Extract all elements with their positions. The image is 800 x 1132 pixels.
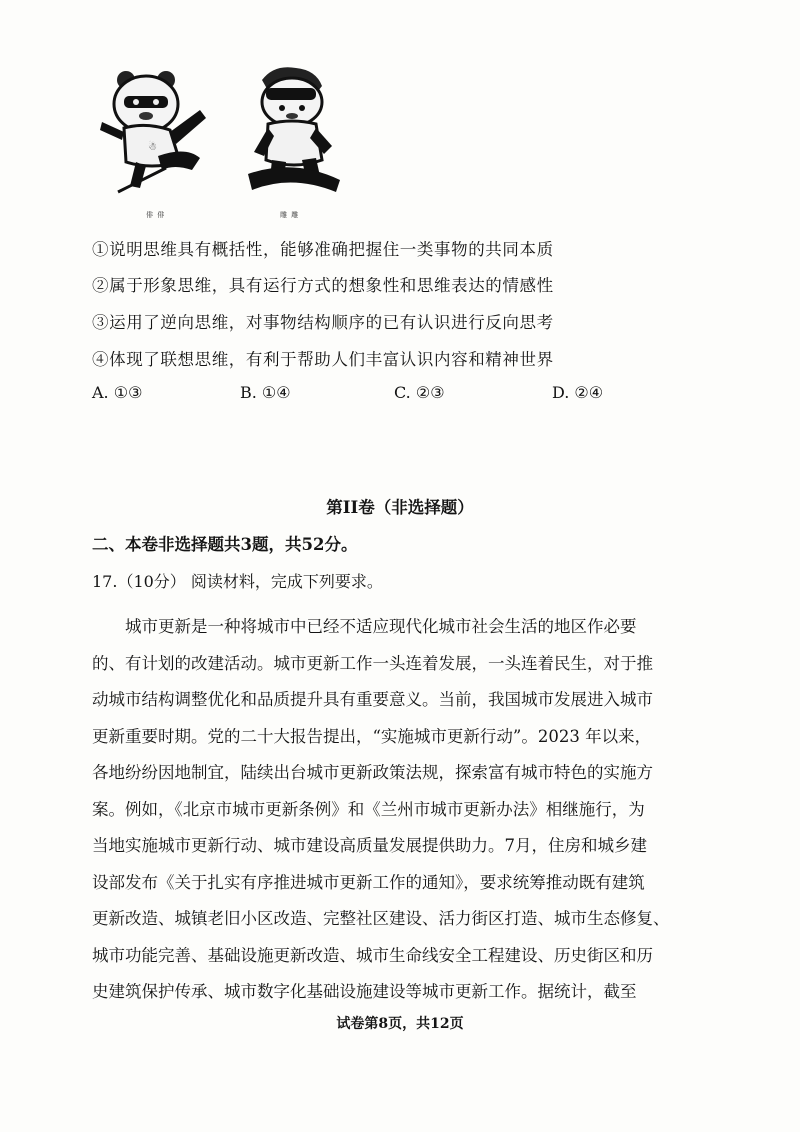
paragraph-line: 更新改造、城镇老旧小区改造、完整社区建设、活力街区打造、城市生态修复、 xyxy=(92,909,670,928)
paragraph-line: 设部发布《关于扎实有序推进城市更新工作的通知》，要求统筹推动既有建筑 xyxy=(92,872,645,892)
choice-d: D. ②④ xyxy=(552,383,604,402)
option-1: ①说明思维具有概括性，能够准确把握住一类事物的共同本质 xyxy=(92,240,554,259)
choice-a: A. ①③ xyxy=(92,383,143,402)
page-footer: 试卷第8页，共12页 xyxy=(336,1016,464,1032)
paragraph-line: 城市更新是一种将城市中已经不适应现代化城市社会生活的地区作必要 xyxy=(125,617,637,636)
paragraph-line: 各地纷纷因地制宜，陆续出台城市更新政策法规，探索富有城市特色的实施方 xyxy=(92,763,653,782)
mascot-right-caption: 雕 雕 xyxy=(280,211,300,219)
paragraph-line: 动城市结构调整优化和品质提升具有重要意义。当前，我国城市发展进入城市 xyxy=(92,690,653,709)
choice-c: C. ②③ xyxy=(394,383,445,402)
paragraph-line: 当地实施城市更新行动、城市建设高质量发展提供助力。7月，住房和城乡建 xyxy=(92,836,647,855)
paragraph-line: 史建筑保护传承、城市数字化基础设施建设等城市更新工作。据统计，截至 xyxy=(92,982,637,1001)
mascot-snowboarder-image xyxy=(244,62,344,202)
mascot-left-caption: 俳 俳 xyxy=(146,211,166,219)
mascot-skier-image xyxy=(96,66,216,196)
paragraph-line: 案。例如，《北京市城市更新条例》和《兰州市城市更新办法》相继施行，为 xyxy=(92,799,645,819)
choice-b: B. ①④ xyxy=(240,383,291,402)
option-4: ④体现了联想思维，有利于帮助人们丰富认识内容和精神世界 xyxy=(92,350,554,369)
paragraph-line: 的、有计划的改建活动。城市更新工作一头连着发展，一头连着民生，对于推 xyxy=(92,653,653,673)
option-3: ③运用了逆向思维，对事物结构顺序的已有认识进行反向思考 xyxy=(92,313,554,332)
section-title: 第II卷（非选择题） xyxy=(326,498,474,517)
option-2: ②属于形象思维，具有运行方式的想象性和思维表达的情感性 xyxy=(92,276,554,295)
paragraph-line: 城市功能完善、基础设施更新改造、城市生命线安全工程建设、历史街区和历 xyxy=(92,945,653,965)
material-paragraph xyxy=(92,609,712,1011)
svg-text:☃: ☃ xyxy=(148,142,157,153)
question-17-header: 17.（10分） 阅读材料，完成下列要求。 xyxy=(92,572,383,591)
paragraph-line: 更新重要时期。党的二十大报告提出，“实施城市更新行动”。2023 年以来， xyxy=(92,726,652,746)
section-heading: 二、本卷非选择题共3题，共52分。 xyxy=(92,535,358,554)
